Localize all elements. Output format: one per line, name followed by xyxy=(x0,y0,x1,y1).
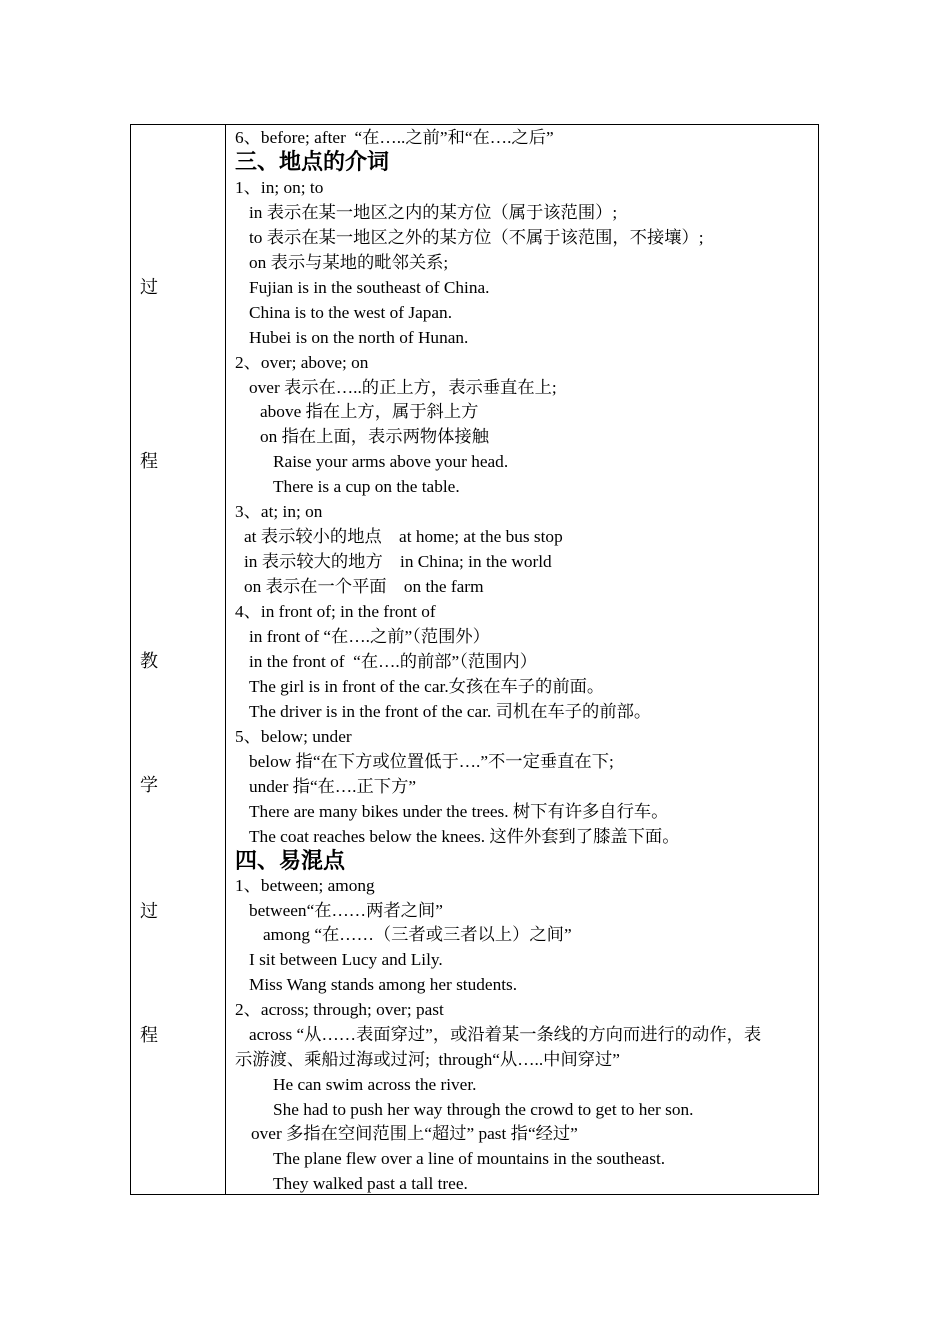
content-line: on 指在上面，表示两物体接触 xyxy=(260,427,489,446)
content-line: 1、between; among xyxy=(235,876,375,895)
content-line: China is to the west of Japan. xyxy=(249,303,453,322)
side-label-char: 程 xyxy=(140,451,158,471)
side-label-char: 过 xyxy=(140,277,158,297)
content-line: across “从……表面穿过”，或沿着某一条线的方向而进行的动作，表 xyxy=(249,1025,762,1044)
content-line: The coat reaches below the knees. 这件外套到了膝盖下面。 xyxy=(249,827,680,846)
content-line: 3、at; in; on xyxy=(235,502,323,521)
content-line: Miss Wang stands among her students. xyxy=(249,975,518,994)
content-line: She had to push her way through the crowd to get to her son. xyxy=(273,1100,694,1119)
content-line: at 表示较小的地点 at home; at the bus stop xyxy=(244,527,563,546)
content-line: on 表示与某地的毗邻关系; xyxy=(249,253,449,272)
content-line: above 指在上方，属于斜上方 xyxy=(260,402,479,421)
content-line: between“在……两者之间” xyxy=(249,901,443,920)
content-line: The plane flew over a line of mountains in the southeast. xyxy=(273,1149,666,1168)
content-line: He can swim across the river. xyxy=(273,1075,477,1094)
content-line: They walked past a tall tree. xyxy=(273,1174,468,1193)
content-line: 示游渡、乘船过海或过河; through“从…..中间穿过” xyxy=(235,1050,620,1069)
content-line: in front of “在….之前”（范围外） xyxy=(249,627,490,646)
content-line: Raise your arms above your head. xyxy=(273,452,509,471)
content-line: to 表示在某一地区之外的某方位（不属于该范围，不接壤）; xyxy=(249,228,704,247)
content-line: on 表示在一个平面 on the farm xyxy=(244,577,484,596)
content-line: below 指“在下方或位置低于….”不一定垂直在下; xyxy=(249,752,614,771)
content-line: over 多指在空间范围上“超过” past 指“经过” xyxy=(251,1124,578,1143)
content-line: There are many bikes under the trees. 树下有许多自行车。 xyxy=(249,802,669,821)
content-line: I sit between Lucy and Lily. xyxy=(249,950,443,969)
side-label-char: 教 xyxy=(140,651,158,671)
content-line: 1、in; on; to xyxy=(235,178,324,197)
content-line: in 表示在某一地区之内的某方位（属于该范围）; xyxy=(249,203,618,222)
content-line: There is a cup on the table. xyxy=(273,477,460,496)
content-line: in 表示较大的地方 in China; in the world xyxy=(244,552,552,571)
side-label-char: 程 xyxy=(140,1025,158,1045)
content-line: 5、below; under xyxy=(235,727,352,746)
content-line: in the front of “在….的前部”（范围内） xyxy=(249,652,537,671)
section-heading: 三、地点的介词 xyxy=(235,149,390,174)
content-line: 4、in front of; in the front of xyxy=(235,602,436,621)
content-line: Hubei is on the north of Hunan. xyxy=(249,328,469,347)
content-line: The driver is in the front of the car. 司机在车子的前部。 xyxy=(249,702,652,721)
lesson-table xyxy=(130,124,819,1195)
column-divider xyxy=(225,125,226,1194)
side-label-char: 过 xyxy=(140,901,158,921)
content-line: The girl is in front of the car.女孩在车子的前面。 xyxy=(249,677,605,696)
content-line: among “在……（三者或三者以上）之间” xyxy=(263,925,572,944)
side-label-char: 学 xyxy=(140,775,158,795)
section-heading: 四、易混点 xyxy=(235,848,346,873)
content-line: 6、before; after “在…..之前”和“在….之后” xyxy=(235,128,554,147)
content-line: over 表示在…..的正上方，表示垂直在上; xyxy=(249,378,557,397)
content-line: Fujian is in the southeast of China. xyxy=(249,278,490,297)
content-line: 2、across; through; over; past xyxy=(235,1000,444,1019)
content-line: 2、over; above; on xyxy=(235,353,369,372)
content-line: under 指“在….正下方” xyxy=(249,777,417,796)
